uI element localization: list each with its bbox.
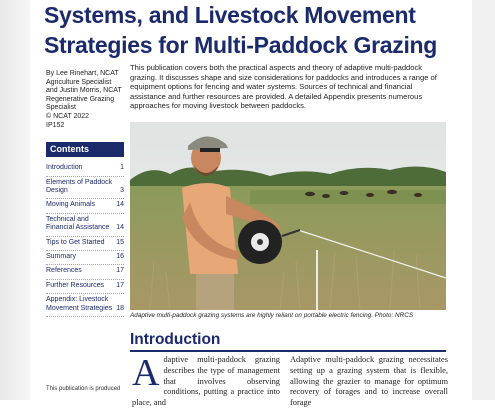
author-line: Agriculture Specialist: [46, 78, 112, 86]
toc-item-page: 3: [120, 186, 124, 194]
farmer-fencing-photo: [130, 122, 446, 310]
author-line: Specialist: [46, 104, 76, 112]
toc-item-page: 1: [120, 164, 124, 172]
body-column-1-text: daptive multi-paddock grazing describes the type of management that involves observing conditions, putting a practice into place, and: [132, 355, 280, 408]
page-left-margin: [0, 0, 30, 400]
title-line-1: Systems, and Livestock Movement: [44, 2, 416, 28]
toc-item-title: Technical and Financial Assistance: [46, 215, 110, 232]
toc-item-page: 17: [116, 267, 124, 275]
toc-item-page: 14: [116, 201, 124, 209]
toc-item-title: Tips to Get Started: [46, 238, 105, 246]
body-column-2: Adaptive multi-paddock grazing necessitates setting up a grazing system that is flexible, allowing the grazier to manage for optimum recovery of forages and to increase overall forage: [290, 355, 448, 408]
toc-item-page: 18: [116, 304, 124, 312]
table-of-contents: [46, 162, 124, 317]
toc-item-title: Moving Animals: [46, 201, 96, 209]
title-line-2: Strategies for Multi-Paddock Grazing: [44, 32, 438, 58]
toc-item-title: Introduction: [46, 164, 83, 172]
page-right-margin: [472, 0, 495, 400]
toc-item-page: 14: [116, 224, 124, 232]
toc-item-page: 15: [116, 238, 124, 246]
author-line: IP152: [46, 121, 65, 129]
toc-item-page: 16: [116, 253, 124, 260]
toc-item[interactable]: [46, 177, 124, 200]
author-line: By Lee Rinehart, NCAT: [46, 70, 119, 77]
author-line: © NCAT 2022: [46, 112, 90, 120]
toc-item-page: 17: [116, 281, 124, 289]
toc-item-title: References: [46, 267, 82, 275]
sidebar: [46, 70, 124, 317]
section-heading: Introduction: [130, 331, 221, 348]
intro-paragraph: This publication covers both the practical aspects and theory of adaptive multi-paddock grazing. It discusses shape and size considerations for paddocks and introduces a range of equipment options for fencing and water systems. Sources of technical and financial assistance and further resources are provided. A detailed Appendix presents numerous approaches for moving livestock between paddocks.: [130, 63, 437, 111]
body-column-1: [132, 352, 280, 409]
toc-item-title: Further Resources: [46, 281, 104, 289]
toc-item[interactable]: [46, 294, 124, 317]
author-line: and Justin Morris, NCAT: [46, 87, 122, 95]
toc-item-title: Appendix: Livestock Movement Strategies: [46, 296, 113, 312]
toc-item[interactable]: [46, 162, 124, 176]
toc-item[interactable]: [46, 251, 124, 265]
section-divider: [130, 350, 446, 352]
contents-header: Contents: [46, 142, 124, 157]
footnote: This publication is produced: [46, 386, 121, 392]
toc-item[interactable]: [46, 214, 124, 237]
toc-item[interactable]: [46, 280, 124, 294]
author-block: [46, 70, 124, 130]
toc-item[interactable]: [46, 199, 124, 213]
toc-item-title: Elements of Paddock Design: [46, 178, 113, 194]
document-title: [44, 0, 464, 60]
toc-item[interactable]: [46, 265, 124, 279]
drop-cap: A: [132, 352, 160, 394]
photo-caption: Adaptive multi-paddock grazing systems are highly reliant on portable electric fencing. Photo: NRCS: [130, 312, 414, 319]
toc-item-title: Summary: [46, 253, 76, 260]
author-line: Regenerative Grazing: [46, 95, 115, 103]
toc-item[interactable]: [46, 237, 124, 251]
